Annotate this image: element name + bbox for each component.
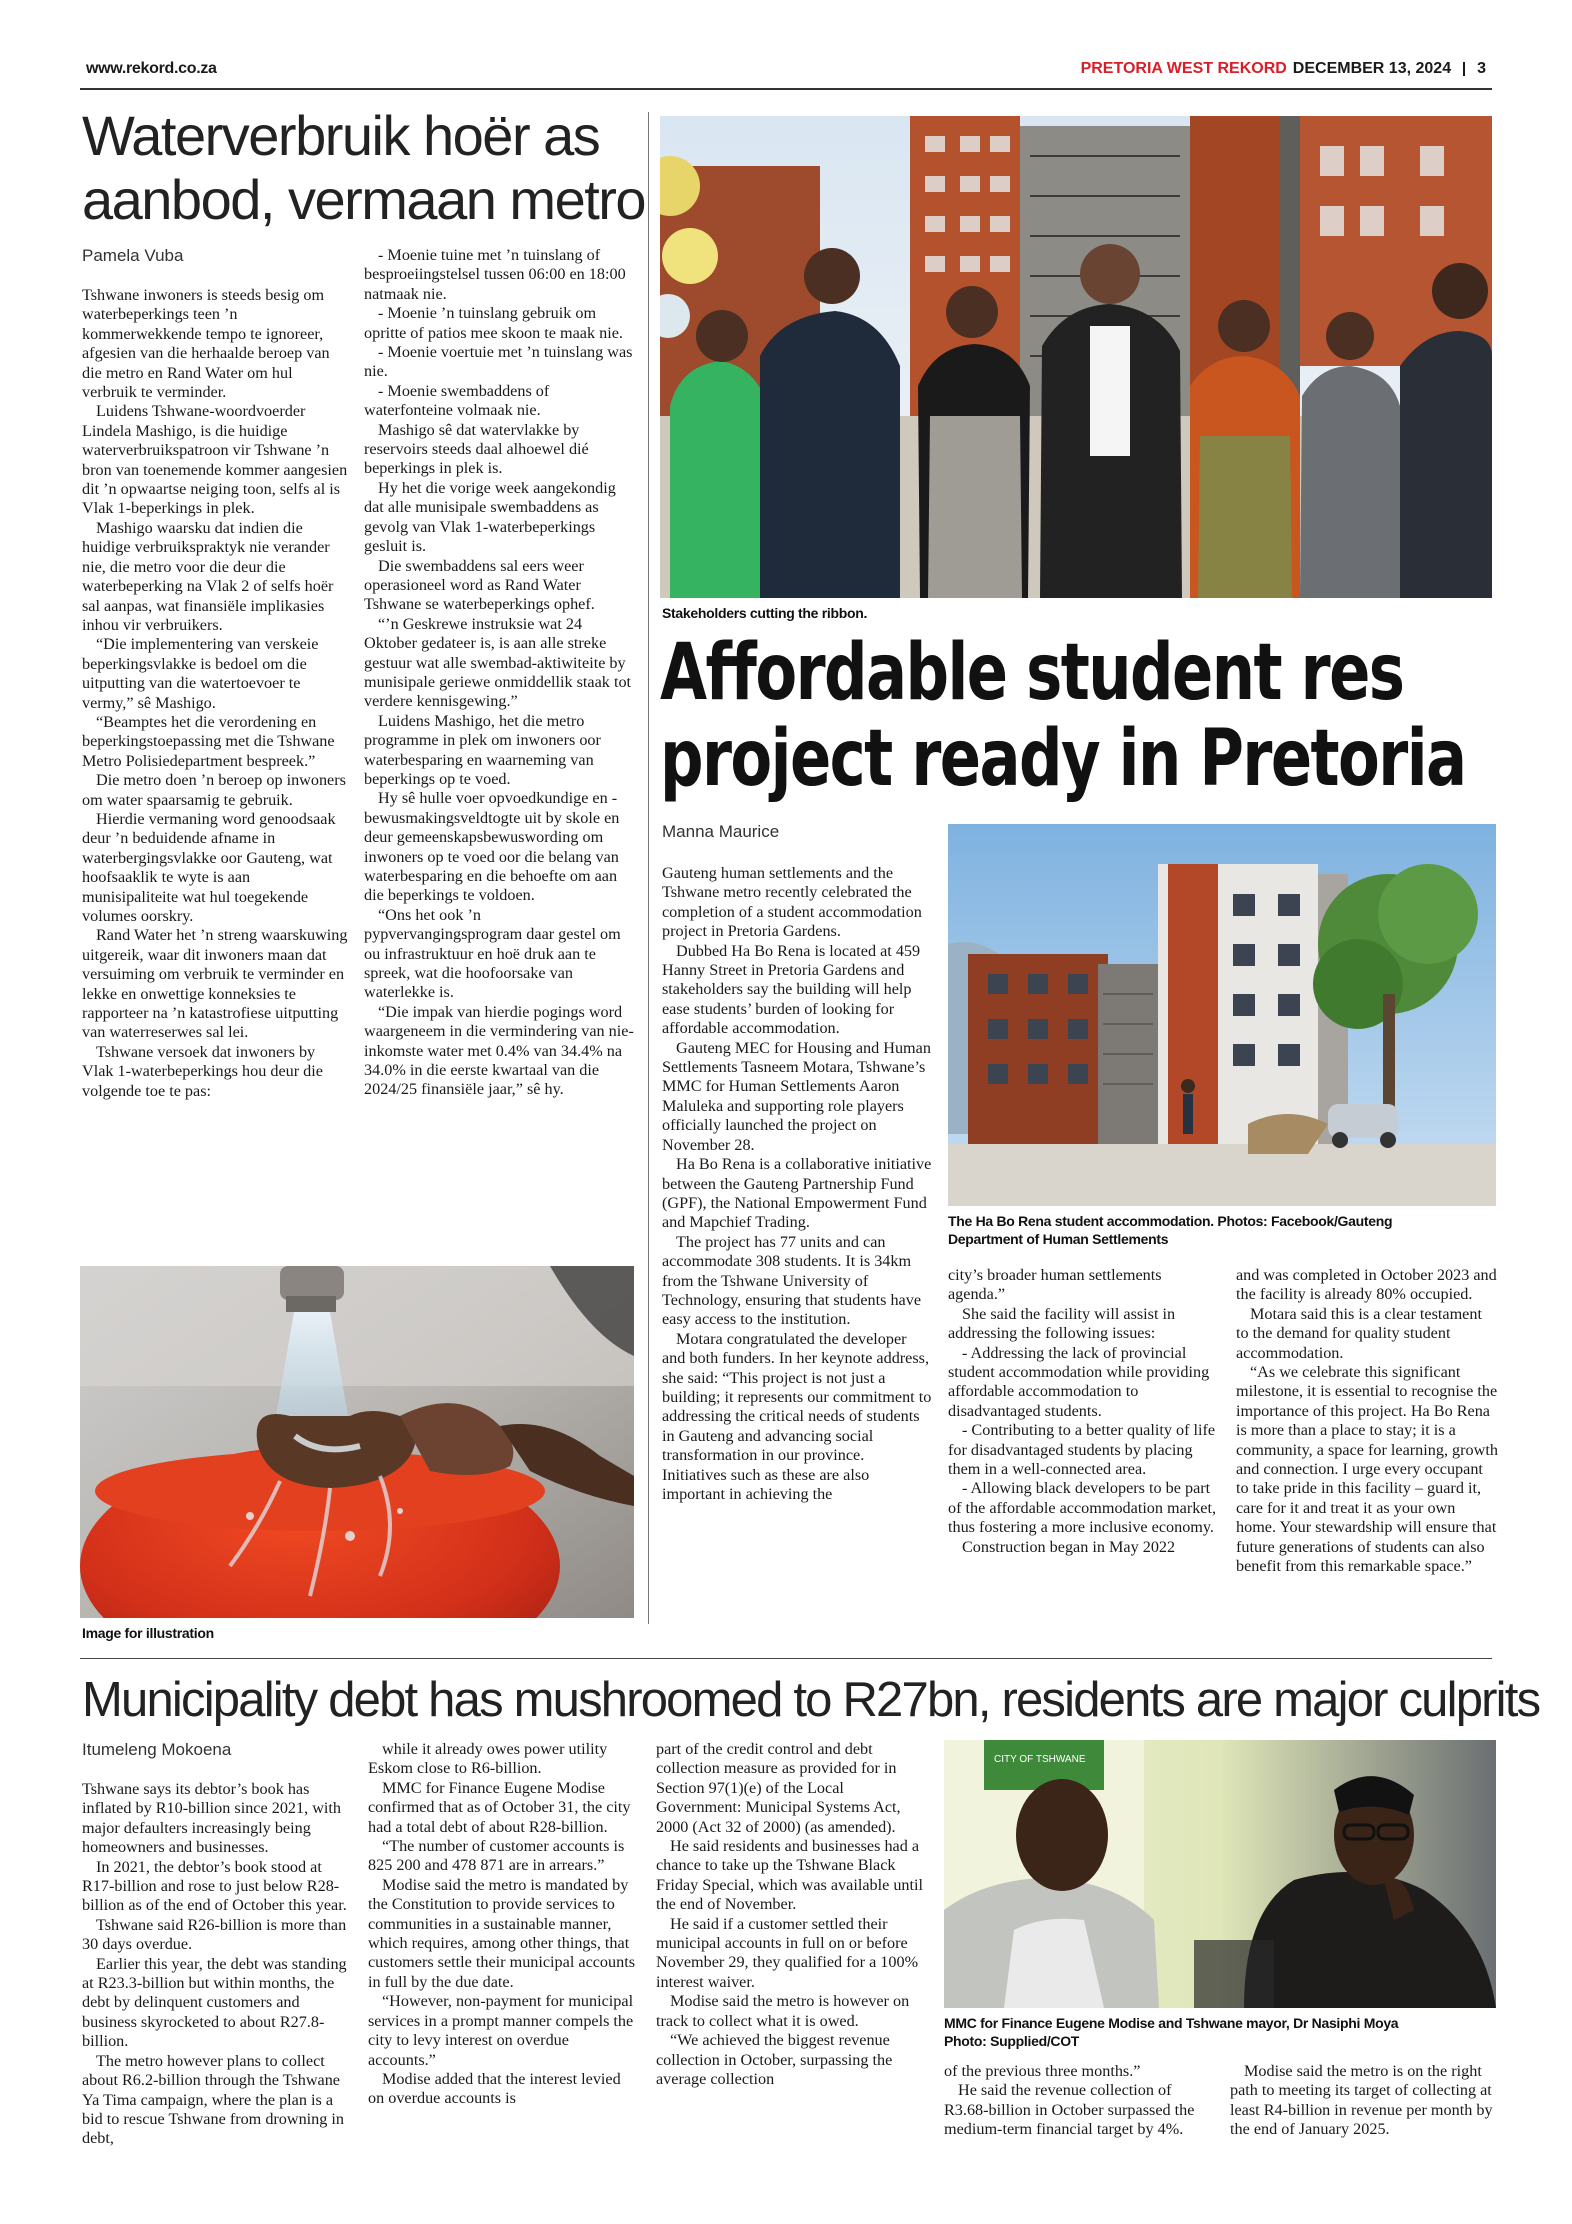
paragraph: He said residents and businesses had a chance to take up the Tshwane Black Friday Special, which was available until the end of November.	[656, 1837, 924, 1914]
paragraph: “As we celebrate this significant milestone, it is essential to recognise the importance of this project. Ha Bo Rena is more than a place to stay; it is a community, a space for learning, growth and connection. I urge every occupant to take pride in this facility – guard it, care for it and treat it as your own home. Your stewardship will ensure that future generations of students can also benefit from this remarkable space.”	[1236, 1363, 1498, 1576]
paragraph: Hierdie vermaning word genoodsaak deur ’n beduidende afname in waterbergingsvlakke oor Gauteng, wat hoofsaaklik te wyte is aan munisipaliteite wat hul toegekende volumes oorskry.	[82, 809, 336, 925]
officials-photo	[944, 1740, 1496, 2008]
byline: Manna Maurice	[662, 822, 780, 841]
byline: Itumeleng Mokoena	[82, 1740, 232, 1759]
paragraph: - Moenie swembaddens of waterfonteine volmaak nie.	[364, 381, 550, 420]
paragraph: “Ons het ook ’n pypvervangingsprogram daar gestel om ou infrastruktuur en hoë druk aan te spreek, wat die hoofoorsake van waterlekke is.	[364, 905, 621, 1002]
column-divider	[648, 112, 649, 1624]
page-header-right	[1081, 60, 1486, 78]
sign-text: CITY OF TSHWANE	[994, 1754, 1086, 1765]
publication-name: PRETORIA WEST REKORD	[1080, 60, 1287, 77]
ribbon-cutting-photo	[660, 116, 1492, 598]
caption-line: Photo: Supplied/COT	[944, 2033, 1080, 2049]
paragraph: city’s broader human settlements agenda.”	[948, 1266, 1162, 1304]
article-headline	[82, 104, 645, 232]
article-column	[656, 1740, 926, 2180]
headline-line: project ready in Pretoria	[660, 714, 1466, 804]
paragraph: - Allowing black developers to be part of the affordable accommodation market, thus fostering a more inclusive economy.	[948, 1479, 1217, 1537]
paragraph: MMC for Finance Eugene Modise confirmed that as of October 31, the city had a total debt of about R28-billion.	[368, 1778, 631, 1836]
photo-caption: Image for illustration	[82, 1625, 214, 1641]
paragraph: of the previous three months.”	[944, 2062, 1141, 2080]
paragraph: Construction began in May 2022	[962, 1537, 1176, 1556]
paragraph: Hy sê hulle voer opvoedkundige en -bewusmakingsveldtogte uit by skole en deur gemeenskapsbewuswording om inwoners op te voed oor die belang van waterbesparing en die behoefte om aan die beperkings te voldoen.	[364, 789, 620, 905]
paragraph: “’n Geskrewe instruksie wat 24 Oktober gedateer is, is aan alle streke gestuur wat alle swembad-aktiwiteite by munisipale geriewe onmiddellik staak tot verdere kennisgewing.”	[364, 614, 632, 711]
paragraph: Motara congratulated the developer and both funders. In her keynote address, she said: “This project is not just a building; it represents our commitment to addressing the critical needs of students in Gauteng and advancing social transformation in our province. Initiatives such as these are also important in achieving the	[662, 1329, 932, 1503]
paragraph: Gauteng human settlements and the Tshwane metro recently celebrated the completion of a student accommodation project in Pretoria Gardens.	[662, 864, 922, 941]
paragraph: He said if a customer settled their municipal accounts in full on or before November 29, they qualified for a 100% interest waiver.	[656, 1914, 919, 1991]
photo-caption: Stakeholders cutting the ribbon.	[662, 605, 868, 621]
article-column	[1236, 1266, 1498, 1654]
photo-caption	[948, 1212, 1392, 1248]
article-column	[364, 246, 634, 1256]
headline-line: aanbod, vermaan metro	[82, 168, 646, 231]
paragraph: “The number of customer accounts is 825 200 and 478 871 are in arrears.”	[368, 1837, 625, 1875]
paragraph: Die metro doen ’n beroep op inwoners om water spaarsamig te gebruik.	[82, 771, 346, 809]
paragraph: Dubbed Ha Bo Rena is located at 459 Hanny Street in Pretoria Gardens and stakeholders say the building will help ease students’ burden of looking for affordable accommodation.	[662, 941, 921, 1038]
article-headline	[660, 630, 1502, 802]
paragraph: “Die implementering van verskeie beperkingsvlakke is bedoel om die uitputting van die watertoevoer te vermy,” sê Mashigo.	[82, 635, 319, 712]
paragraph: - Moenie ’n tuinslang gebruik om opritte of patios mee skoon te maak nie.	[364, 304, 623, 342]
paragraph: Luidens Mashigo, het die metro programme in plek om inwoners oor waterbesparing en waarneming van beperkings op te voed.	[364, 711, 601, 788]
caption-line: MMC for Finance Eugene Modise and Tshwane mayor, Dr Nasiphi Moya	[944, 2015, 1399, 2031]
paragraph: Tshwane says its debtor’s book has inflated by R10-billion since 2021, with major defaulters increasingly being homeowners and businesses.	[82, 1780, 341, 1857]
paragraph: and was completed in October 2023 and the facility is already 80% occupied.	[1236, 1266, 1497, 1304]
paragraph: “Beamptes het die verordening en beperkingstoepassing met die Tshwane Metro Polisiedepartment bespreek.”	[82, 712, 335, 770]
paragraph: while it already owes power utility Eskom close to R6-billion.	[368, 1740, 608, 1778]
site-url: www.rekord.co.za	[86, 60, 217, 77]
paragraph: Modise said the metro is mandated by the Constitution to provide services to communities in a sustainable manner, which requires, among other things, that customers settle their municipal accounts in full by the due date.	[368, 1875, 636, 1991]
water-hands-photo	[80, 1266, 634, 1618]
paragraph: Tshwane said R26-billion is more than 30 days overdue.	[82, 1915, 347, 1954]
issue-date: DECEMBER 13, 2024	[1292, 60, 1452, 77]
article-column	[944, 2062, 1214, 2180]
paragraph: The metro however plans to collect about R6.2-billion through the Tshwane Ya Tima campaign, where the plan is a bid to rescue Tshwane from drowning in debt,	[82, 2051, 345, 2148]
byline: Pamela Vuba	[82, 246, 184, 265]
page-number: 3	[1477, 60, 1486, 77]
caption-line: The Ha Bo Rena student accommodation. Photos: Facebook/Gauteng	[948, 1213, 1393, 1229]
article-column	[82, 1780, 352, 2180]
paragraph: Tshwane inwoners is steeds besig om waterbeperkings teen ’n kommerwekkende tempo te ignoreer, afgesien van die herhaalde beroep van die metro en Rand Water om hul verbruik te verminder.	[82, 286, 330, 402]
paragraph: “However, non-payment for municipal services in a prompt manner compels the city to levy interest on overdue accounts.”	[368, 1992, 634, 2069]
paragraph: Modise said the metro is on the right path to meeting its target of collecting at least R4-billion in revenue per month by the end of January 2025.	[1230, 2062, 1493, 2139]
paragraph: Die swembaddens sal eers weer operasioneel word as Rand Water Tshwane se waterbeperkings ophef.	[364, 556, 595, 614]
paragraph: Modise added that the interest levied on overdue accounts is	[368, 2069, 621, 2108]
paragraph: “We achieved the biggest revenue collection in October, surpassing the average collection	[656, 2031, 893, 2088]
article-headline: Municipality debt has mushroomed to R27bn, residents are major culprits	[82, 1673, 1540, 1727]
paragraph: The project has 77 units and can accommodate 308 students. It is 34km from the Tshwane University of Technology, ensuring that students have easy access to the institution.	[662, 1232, 922, 1329]
headline-line: Waterverbruik hoër as	[82, 104, 600, 167]
paragraph: Modise said the metro is however on track to collect what it is owed.	[656, 1992, 910, 2030]
paragraph: - Moenie voertuie met ’n tuinslang was nie.	[364, 343, 633, 381]
article-column	[368, 1740, 638, 2180]
paragraph: Gauteng MEC for Housing and Human Settlements Tasneem Motara, Tshwane’s MMC for Human Settlements Aaron Maluleka and supporting role players officially launched the project on November 28.	[662, 1038, 931, 1154]
paragraph: Tshwane versoek dat inwoners by Vlak 1-waterbeperkings hou deur die volgende toe te pas:	[82, 1042, 323, 1100]
paragraph: Mashigo waarsku dat indien die huidige verbruikspraktyk nie verander nie, die metro voor die deur die waterbeperking na Vlak 2 of selfs hoër sal aanpas, wat finansiële implikasies inhou vir verbruikers.	[82, 518, 334, 634]
building-photo	[948, 824, 1496, 1206]
paragraph: - Moenie tuine met ’n tuinslang of besproeiingstelsel tussen 06:00 en 18:00 natmaak nie.	[364, 246, 626, 303]
article-column	[662, 864, 932, 1654]
photo-caption	[944, 2014, 1398, 2050]
paragraph: He said the revenue collection of R3.68-billion in October surpassed the medium-term financial target by 4%.	[944, 2081, 1195, 2139]
paragraph: Luidens Tshwane-woordvoerder Lindela Mashigo, is die huidige waterverbruikspatroon vir Tshwane ’n bron van toenemende kommer aangesien dit ’n opwaartse neiging toon, selfs al is Vlak 1-beperkings in plek.	[82, 402, 348, 518]
paragraph: “Die impak van hierdie pogings word waargeneem in die vermindering van nie-inkomste water met 0.4% van 34.4% na 34.0% in die eerste kwartaal van die 2024/25 finansiële jaar,” sê hy.	[364, 1002, 634, 1099]
paragraph: Mashigo sê dat watervlakke by reservoirs steeds daal alhoewel dié beperkings in plek is.	[364, 420, 589, 478]
paragraph: part of the credit control and debt collection measure as provided for in Section 97(1)(e) of the Local Government: Municipal Systems Act, 2000 (Act 32 of 2000) (as amended).	[656, 1740, 901, 1836]
paragraph: Hy het die vorige week aangekondig dat alle munisipale swembaddens as gevolg van Vlak 1-waterbeperkings gesluit is.	[364, 478, 616, 556]
section-divider	[80, 1658, 1492, 1659]
paragraph: In 2021, the debtor’s book stood at R17-billion and rose to just below R28-billion as of the end of October this year.	[82, 1857, 347, 1915]
header-rule	[80, 88, 1492, 90]
paragraph: Rand Water het ’n streng waarskuwing uitgereik, waar dit inwoners maan dat versuiming om verbruik te verminder en lekke en onwettige konneksies te rapporteer na ’n katastrofiese uitputting van waterreserwes sal lei.	[82, 926, 348, 1042]
paragraph: - Contributing to a better quality of life for disadvantaged students by placing them in a well-connected area.	[948, 1421, 1216, 1479]
paragraph: Earlier this year, the debt was standing at R23.3-billion but within months, the debt by delinquent customers and business skyrocketed to about R27.8-billion.	[82, 1954, 347, 2051]
paragraph: She said the facility will assist in addressing the following issues:	[948, 1304, 1176, 1343]
paragraph: Motara said this is a clear testament to the demand for quality student accommodation.	[1236, 1304, 1482, 1362]
paragraph: - Addressing the lack of provincial student accommodation while providing affordable accommodation to disadvantaged students.	[948, 1343, 1210, 1420]
article-column	[948, 1266, 1218, 1654]
article-column	[1230, 2062, 1498, 2180]
caption-line: Department of Human Settlements	[948, 1231, 1169, 1247]
paragraph: Ha Bo Rena is a collaborative initiative between the Gauteng Partnership Fund (GPF), the National Empowerment Fund and Mapchief Trading.	[662, 1155, 932, 1232]
article-column	[82, 286, 350, 1256]
header-separator	[1463, 62, 1465, 76]
headline-line: Affordable student res	[660, 628, 1404, 718]
